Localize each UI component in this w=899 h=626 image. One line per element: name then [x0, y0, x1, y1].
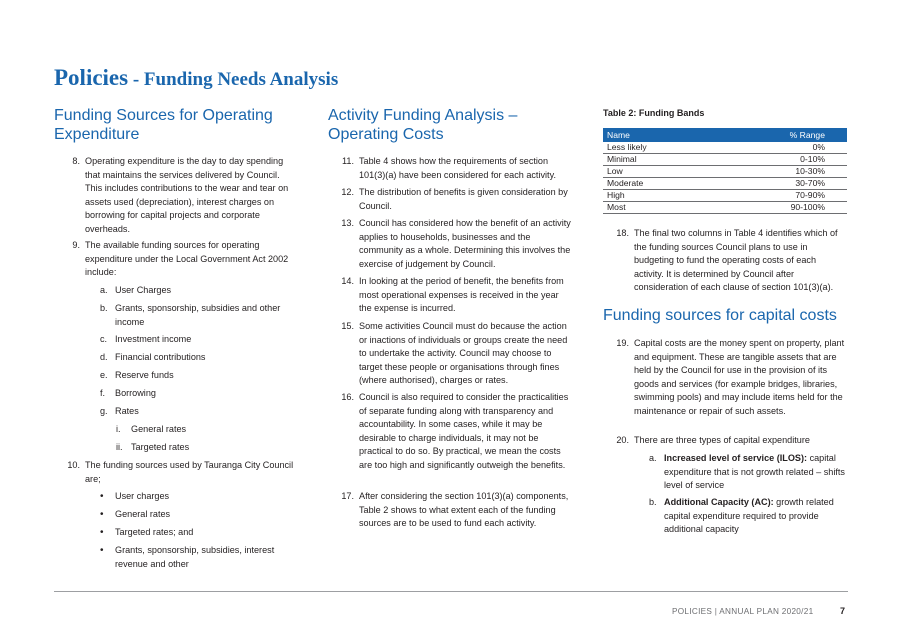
paragraph-text: Table 4 shows how the requirements of section 101(3)(a) have been considered for each activity. [359, 156, 556, 180]
table-row [603, 154, 847, 166]
page-title-main: Policies [54, 65, 129, 90]
page-title [54, 56, 338, 93]
section-heading: Activity Funding Analysis – Operating Costs [328, 107, 518, 143]
list-item-text: Financial contributions [115, 352, 206, 362]
list-item [116, 423, 299, 437]
table-cell: Less likely [603, 142, 710, 154]
table-header-row [603, 128, 847, 142]
paragraph-20 [603, 434, 848, 448]
list-item-letter: b. [100, 303, 108, 313]
list-item [100, 387, 299, 401]
funding-bands-table [603, 128, 847, 214]
paragraph-14 [328, 275, 573, 316]
table-cell: 0-10% [710, 154, 847, 166]
paragraph-number: 8. [72, 156, 80, 166]
table-cell: Low [603, 166, 710, 178]
bullet-icon: • [100, 527, 104, 538]
paragraph-number: 14. [341, 276, 354, 286]
bullet-icon: • [100, 545, 104, 556]
paragraph-number: 20. [616, 435, 629, 445]
bullet-text: Grants, sponsorship, subsidies, interest revenue and other [115, 545, 275, 569]
paragraph-number: 12. [341, 187, 354, 197]
list-item-text: General rates [131, 424, 187, 434]
section-heading: Funding Sources for Operating Expenditure [54, 107, 273, 143]
footer-text: POLICIES | ANNUAL PLAN 2020/21 [672, 607, 814, 616]
table-cell: High [603, 190, 710, 202]
paragraph-19 [603, 337, 848, 418]
paragraph-text: Council has considered how the benefit of an activity applies to households, businesses and the community as a whole. Determining this involves the exercise of judgement by Council. [359, 218, 571, 269]
paragraph-number: 10. [67, 460, 80, 470]
table-cell: Most [603, 202, 710, 214]
list-item-body: capital expenditure that is not growth related – shifts level of service [664, 453, 845, 490]
bullet-icon: • [100, 491, 104, 502]
list-item-body: growth related capital expenditure required to provide additional capacity [664, 497, 834, 534]
paragraph-8 [54, 155, 299, 236]
paragraph-number: 19. [616, 338, 629, 348]
paragraph-text: Some activities Council must do because the action or inactions of individuals or groups create the need to undertake the activity. Council may choose to target these people or organisations through fines (where authorised), charges or rates. [359, 321, 568, 385]
list-item-letter: a. [649, 453, 657, 463]
list-item-text: Rates [115, 406, 139, 416]
bullet-item [100, 526, 299, 540]
list-item-text [664, 452, 848, 493]
list-item-label: Additional Capacity (AC): [664, 497, 774, 507]
paragraph-text: The distribution of benefits is given consideration by Council. [359, 187, 568, 211]
paragraph-17 [328, 490, 573, 531]
paragraph-16 [328, 391, 573, 472]
paragraph-number: 11. [342, 156, 354, 166]
table-cell: 10-30% [710, 166, 847, 178]
paragraph-15 [328, 320, 573, 388]
paragraph-number: 13. [341, 218, 354, 228]
list-item-letter: g. [100, 406, 108, 416]
bullet-text: Targeted rates; and [115, 527, 194, 537]
paragraph-text: After considering the section 101(3)(a) components, Table 2 shows to what extent each of the funding sources are to be used to fund each activity. [359, 491, 569, 528]
bullet-text: General rates [115, 509, 171, 519]
table-row [603, 142, 847, 154]
list-item-text: Reserve funds [115, 370, 174, 380]
list-item [649, 452, 848, 493]
list-item-text: Investment income [115, 334, 192, 344]
list-item-letter: f. [100, 388, 106, 398]
list-item-text: Targeted rates [131, 442, 190, 452]
page-title-sub: - Funding Needs Analysis [128, 69, 339, 90]
list-item-letter: d. [100, 352, 108, 362]
list-item [116, 441, 299, 455]
paragraph-13 [328, 217, 573, 271]
paragraph-number: 9. [72, 240, 80, 250]
table-cell: Minimal [603, 154, 710, 166]
list-item-text: Borrowing [115, 388, 156, 398]
page-number: 7 [840, 606, 846, 616]
list-item-letter: c. [100, 334, 108, 344]
table-cell: 90-100% [710, 202, 847, 214]
paragraph-number: 18. [616, 228, 629, 238]
paragraph-12 [328, 186, 573, 213]
bullet-text: User charges [115, 491, 170, 501]
list-item-letter: e. [100, 370, 108, 380]
paragraph-text: The available funding sources for operating expenditure under the Local Government Act 2002 include: [85, 240, 289, 277]
list-item [649, 496, 848, 537]
paragraph-text: Council is also required to consider the practicalities of separate funding along with transparency and accountability. In some cases, while it may be desirable to charge individuals, it may not be practical to do so. By practical, we mean the costs are too high and significantly outweigh the benefits. [359, 392, 569, 470]
table-cell: 0% [710, 142, 847, 154]
paragraph-text: There are three types of capital expenditure [634, 435, 810, 445]
paragraph-number: 15. [341, 321, 354, 331]
list-item [100, 333, 299, 347]
column-header-name: Name [603, 128, 710, 142]
list-item [100, 351, 299, 365]
paragraph-text: Capital costs are the money spent on property, plant and equipment. These are tangible assets that are held by the Council for use in the provision of its goods and services (for example bridges, libraries, swimming pools) and may include items held for the maintenance or repair of such assets. [634, 338, 845, 416]
paragraph-text: The funding sources used by Tauranga City Council are; [85, 460, 294, 484]
paragraph-number: 17. [341, 491, 354, 501]
paragraph-10 [54, 459, 299, 486]
table-row [603, 166, 847, 178]
list-item [100, 405, 299, 419]
table-cell: 30-70% [710, 178, 847, 190]
list-item [100, 284, 299, 298]
bullet-item [100, 508, 299, 522]
list-item-text: Grants, sponsorship, subsidies and other income [115, 303, 281, 327]
bullet-item [100, 544, 299, 571]
list-item-letter: a. [100, 285, 108, 295]
list-item [100, 302, 299, 329]
table-row [603, 190, 847, 202]
table-row [603, 178, 847, 190]
table-row [603, 202, 847, 214]
paragraph-text: In looking at the period of benefit, the benefits from most operational expenses is received in the year the expense is incurred. [359, 276, 564, 313]
paragraph-text: The final two columns in Table 4 identifies which of the funding sources Council plans to use in budgeting to fund the operating costs of each activity. It is determined by Council after consideration of each clause of section 101(3)(a). [634, 228, 838, 292]
list-item-letter: b. [649, 497, 657, 507]
paragraph-18 [603, 227, 848, 295]
column-header-range: % Range [710, 128, 847, 142]
paragraph-11 [328, 155, 573, 182]
paragraph-number: 16. [341, 392, 354, 402]
table-cell: Moderate [603, 178, 710, 190]
list-item-roman: ii. [116, 442, 123, 452]
bullet-item [100, 490, 299, 504]
list-item-roman: i. [116, 424, 121, 434]
list-item-text [664, 496, 848, 537]
list-item-label: Increased level of service (ILOS): [664, 453, 808, 463]
list-item-text: User Charges [115, 285, 172, 295]
paragraph-text: Operating expenditure is the day to day spending that maintains the services delivered by Council. This includes contributions to the wear and tear on assets used (depreciation), interest charges on borrowing for capital projects and corporate overheads. [85, 156, 289, 234]
paragraph-9 [54, 239, 299, 280]
section-heading: Funding sources for capital costs [603, 307, 837, 324]
bullet-icon: • [100, 509, 104, 520]
table-cell: 70-90% [710, 190, 847, 202]
list-item [100, 369, 299, 383]
footer-divider [54, 591, 848, 592]
table-title: Table 2: Funding Bands [603, 108, 705, 118]
